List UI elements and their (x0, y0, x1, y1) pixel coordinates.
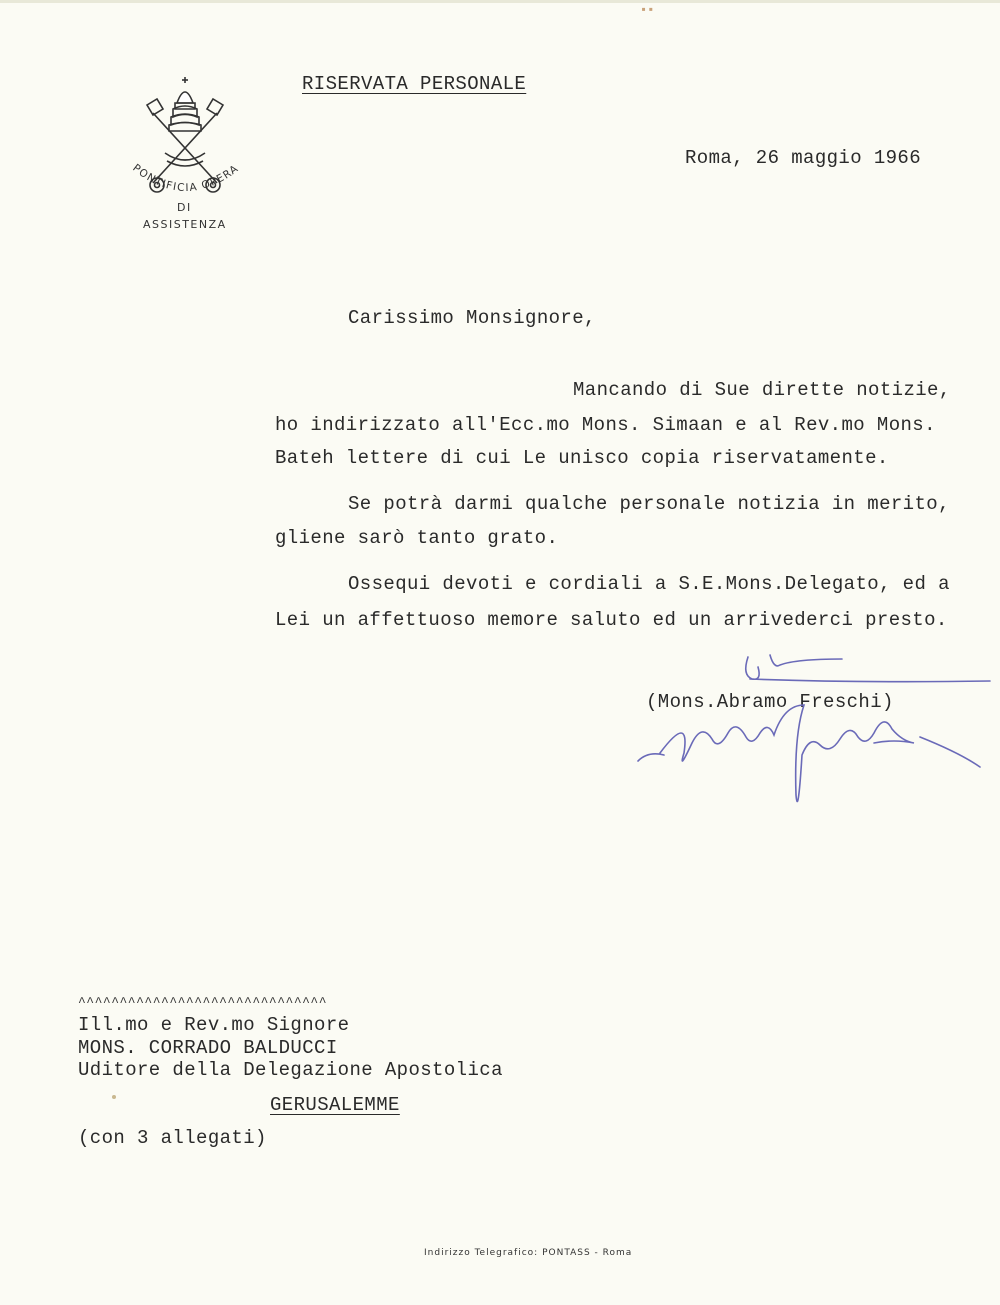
paragraph-1-line-1: Mancando di Sue dirette notizie, (573, 379, 951, 401)
enclosures-note: (con 3 allegati) (78, 1127, 267, 1149)
svg-text:PONTIFICIA OPERA (130, 162, 241, 194)
paragraph-1-line-3: Bateh lettere di cui Le unisco copia riservatamente. (275, 447, 889, 469)
paragraph-2-line-2: gliene sarò tanto grato. (275, 527, 559, 549)
paper-speck (112, 1095, 116, 1099)
letterhead-arc (126, 161, 246, 206)
paragraph-3-line-2: Lei un affettuoso memore saluto ed un arrivederci presto. (275, 609, 948, 631)
paragraph-1-line-2: ho indirizzato all'Ecc.mo Mons. Simaan e al Rev.mo Mons. (275, 414, 936, 436)
signatory-name: (Mons.Abramo Freschi) (646, 691, 894, 713)
recipient-line-3: Uditore della Delegazione Apostolica (78, 1059, 503, 1081)
letterhead-arc-text (126, 161, 246, 203)
classification-heading: RISERVATA PERSONALE (302, 73, 527, 95)
paragraph-3-line-1: Ossequi devoti e cordiali a S.E.Mons.Delegato, ed a (348, 573, 950, 595)
archive-stamp-mark: ▪▪ (640, 3, 655, 17)
recipient-line-1: Ill.mo e Rev.mo Signore (78, 1014, 350, 1036)
letterhead-org-line2: DI (177, 201, 192, 214)
handwritten-signature (620, 643, 1000, 803)
recipient-city: GERUSALEMME (270, 1094, 400, 1116)
letterhead-org-line3: ASSISTENZA (143, 218, 227, 231)
paragraph-2-line-1: Se potrà darmi qualche personale notizia in merito, (348, 493, 950, 515)
salutation: Carissimo Monsignore, (348, 307, 596, 329)
place-date: Roma, 26 maggio 1966 (685, 147, 922, 169)
telegraph-address: Indirizzo Telegrafico: PONTASS - Roma (424, 1248, 633, 1258)
recipient-line-2: MONS. CORRADO BALDUCCI (78, 1037, 338, 1059)
letterhead-org-line1: PONTIFICIA OPERA (130, 161, 242, 195)
separator-carets: ^^^^^^^^^^^^^^^^^^^^^^^^^^^^^^ (78, 995, 328, 1010)
